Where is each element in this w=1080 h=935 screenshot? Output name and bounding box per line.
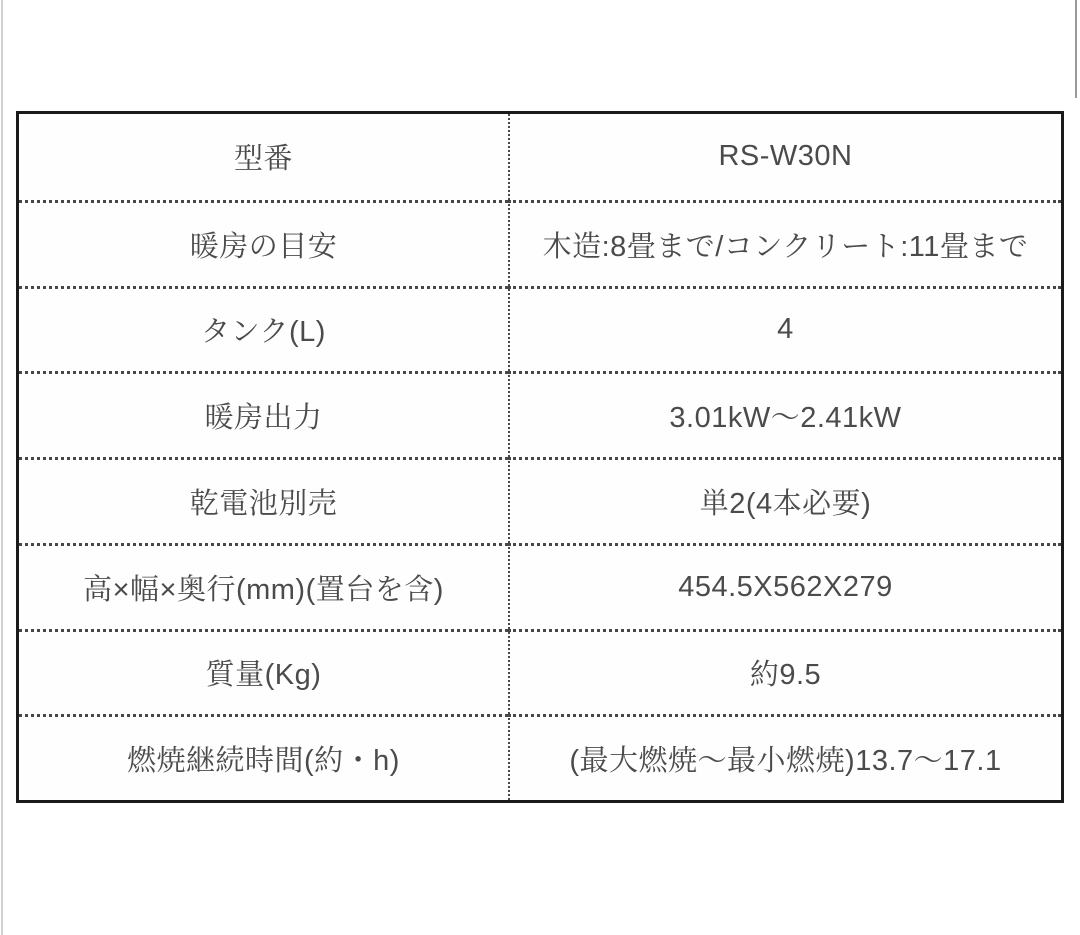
spec-row-value: RS-W30N (508, 114, 1061, 200)
spec-row-label: 乾電池別売 (19, 457, 508, 543)
photo-edge-artifact-left (1, 0, 3, 935)
spec-row-value: (最大燃焼～最小燃焼)13.7～17.1 (508, 714, 1061, 800)
spec-row-value: 約9.5 (508, 629, 1061, 715)
spec-row-value: 4 (508, 286, 1061, 372)
spec-row-label: 型番 (233, 143, 293, 176)
spec-row-value: 単2(4本必要) (508, 457, 1061, 543)
spec-row-value: 木造:8畳まで/コンクリート:11畳まで (508, 200, 1061, 286)
spec-table (16, 111, 1064, 803)
spec-row-label: 暖房の目安 (19, 200, 508, 286)
photo-edge-artifact-right (1075, 0, 1077, 98)
spec-row-value: 454.5X562X279 (508, 543, 1061, 629)
spec-row-label: 質量(Kg) (19, 629, 508, 715)
spec-row-label: タンク(L) (19, 286, 508, 372)
spec-row-label: 燃焼継続時間(約・h) (19, 714, 508, 800)
spec-row-label: 暖房出力 (19, 371, 508, 457)
spec-row-label: 高×幅×奥行(mm)(置台を含) (19, 543, 508, 629)
spec-row-value: 3.01kW～2.41kW (508, 371, 1061, 457)
